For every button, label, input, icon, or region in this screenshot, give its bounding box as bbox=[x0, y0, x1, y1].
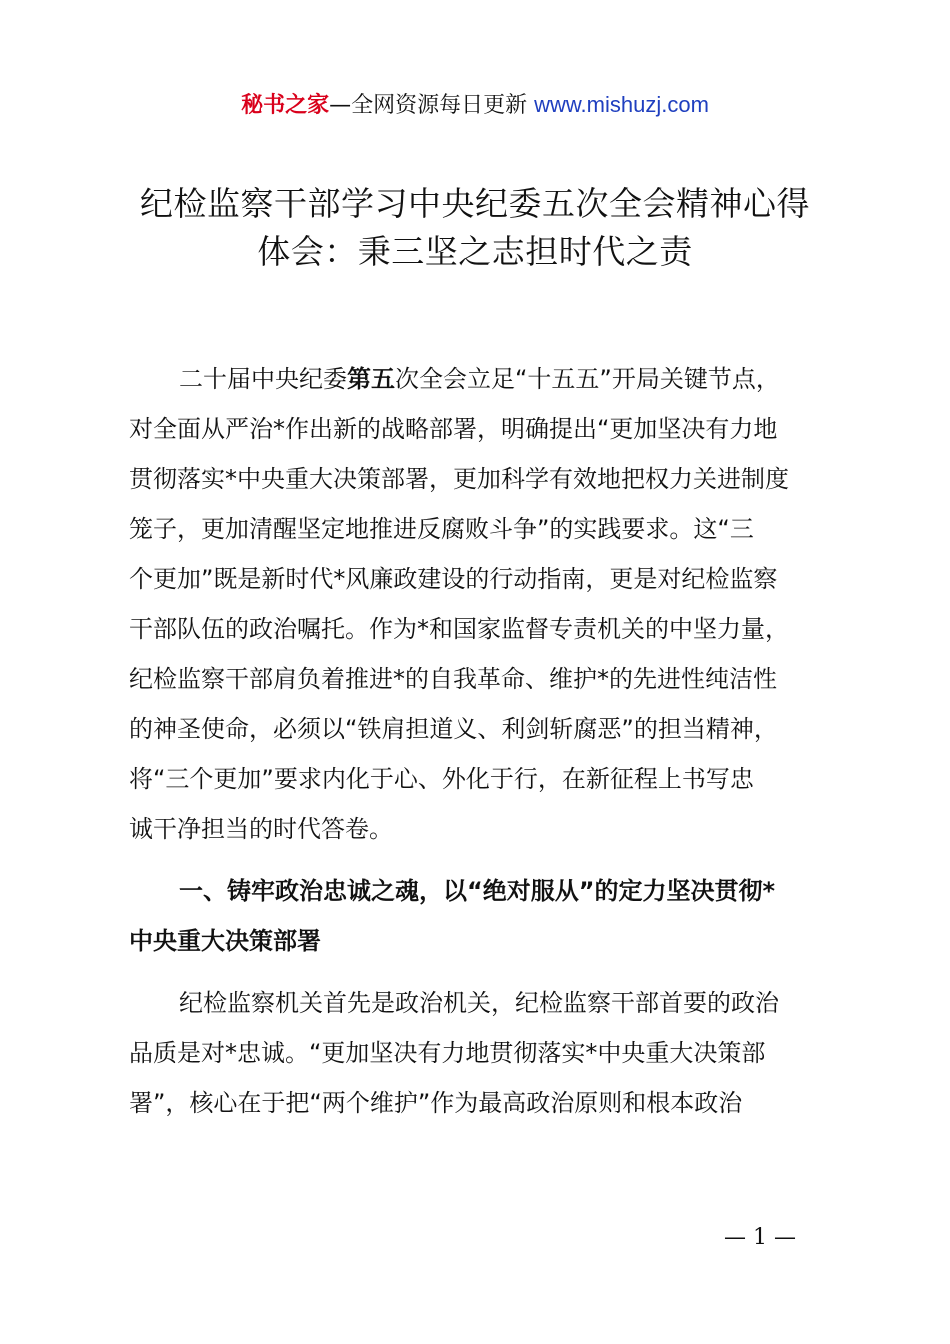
body-line: 干部队伍的政治嘱托。作为*和国家监督专责机关的中坚力量， bbox=[129, 615, 789, 643]
body-line: 纪检监察干部肩负着推进*的自我革命、维护*的先进性纯洁性 bbox=[129, 665, 777, 693]
emphasis-text: 第五 bbox=[347, 365, 395, 393]
body-line: 品质是对*忠诚。“更加坚决有力地贯彻落实*中央重大决策部 bbox=[129, 1039, 766, 1067]
body-line: 将“三个更加”要求内化于心、外化于行，在新征程上书写忠 bbox=[129, 765, 754, 793]
body-line: 纪检监察机关首先是政治机关，纪检监察干部首要的政治 bbox=[179, 989, 779, 1017]
body-line: 个更加”既是新时代*风廉政建设的行动指南，更是对纪检监察 bbox=[129, 565, 778, 593]
body-line: 对全面从严治*作出新的战略部署，明确提出“更加坚决有力地 bbox=[129, 415, 778, 443]
body-line: 的神圣使命，必须以“铁肩担道义、利剑斩腐恶”的担当精神， bbox=[129, 715, 778, 743]
body-line bbox=[129, 354, 869, 404]
title-line-2: 体会：秉三坚之志担时代之责 bbox=[257, 232, 693, 271]
heading-line: 一、铸牢政治忠诚之魂，以“绝对服从”的定力坚决贯彻* bbox=[179, 877, 776, 905]
body-line: 署”，核心在于把“两个维护”作为最高政治原则和根本政治 bbox=[129, 1089, 743, 1117]
brand-name: 秘书之家 bbox=[241, 93, 330, 118]
body-line: 贯彻落实*中央重大决策部署，更加科学有效地把权力关进制度 bbox=[129, 465, 789, 493]
header-tagline: —全网资源每日更新 bbox=[329, 93, 528, 118]
document-title bbox=[110, 180, 840, 276]
paragraph-intro bbox=[129, 354, 869, 854]
paragraph-spacer bbox=[129, 854, 869, 866]
heading-line: 中央重大决策部署 bbox=[129, 927, 321, 955]
page-number: — 1 — bbox=[724, 1225, 796, 1250]
paragraph-spacer bbox=[129, 966, 869, 978]
title-line-1: 纪检监察干部学习中央纪委五次全会精神心得 bbox=[140, 184, 810, 223]
section-heading-1 bbox=[129, 866, 869, 966]
text-run: 次全会立足“十五五”开局关键节点， bbox=[395, 365, 780, 393]
site-url-link[interactable]: www.mishuzj.com bbox=[534, 92, 709, 117]
site-header bbox=[0, 88, 950, 123]
paragraph-section-1 bbox=[129, 978, 869, 1128]
text-run: 二十届中央纪委 bbox=[179, 365, 347, 393]
body-line: 诚干净担当的时代答卷。 bbox=[129, 815, 393, 843]
body-line: 笼子，更加清醒坚定地推进反腐败斗争”的实践要求。这“三 bbox=[129, 515, 754, 543]
document-body bbox=[129, 354, 869, 1128]
